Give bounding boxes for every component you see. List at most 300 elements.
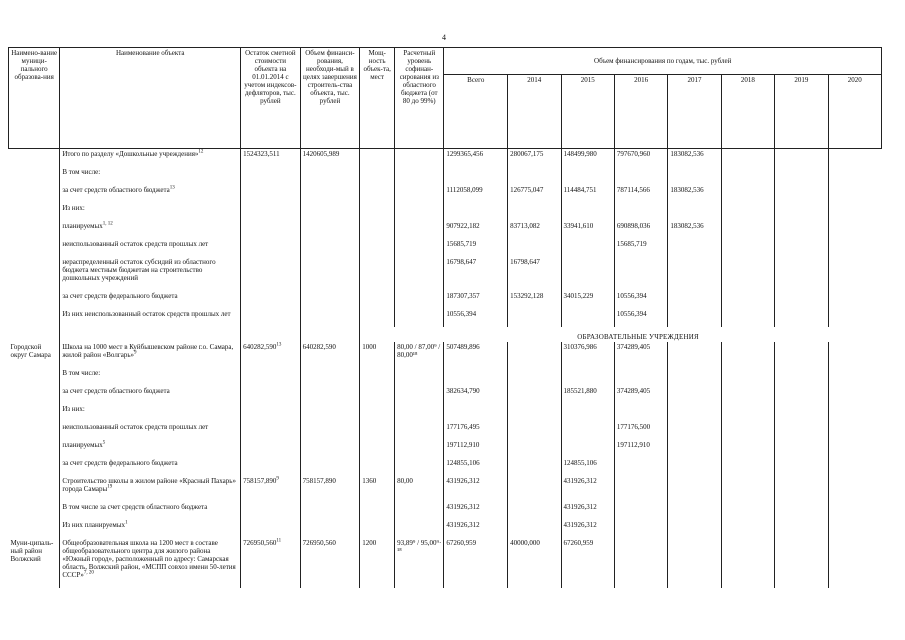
year-value-cell: 124855,106 [444, 458, 508, 468]
year-value-cell: 507489,896 [444, 342, 508, 360]
year-value-cell: 124855,106 [561, 458, 614, 468]
year-value-cell [668, 440, 721, 450]
financing-volume-cell: 726950,560 [300, 538, 360, 580]
year-value-cell [775, 386, 828, 396]
header-year-total: Всего [444, 74, 508, 148]
municipality-cell [9, 458, 60, 468]
year-value-cell [668, 203, 721, 213]
header-remaining-cost: Остаток сметной стоимости объекта на 01.01.2014 с учетом индексов-дефляторов, тыс. рублей [241, 48, 301, 149]
year-value-cell [561, 440, 614, 450]
year-value-cell: 67260,959 [561, 538, 614, 580]
year-value-cell [775, 185, 828, 195]
header-year-2015: 2015 [561, 74, 614, 148]
table-row [9, 221, 882, 231]
object-name-cell: В том числе: [60, 167, 241, 177]
table-row [9, 167, 882, 177]
financing-volume-cell [300, 203, 360, 213]
year-value-cell [508, 309, 561, 319]
year-value-cell: 382634,790 [444, 386, 508, 396]
year-value-cell: 183082,536 [668, 149, 721, 160]
capacity-cell [360, 291, 395, 301]
capacity-cell: 1200 [360, 538, 395, 580]
year-value-cell [721, 221, 774, 231]
year-value-cell [775, 239, 828, 249]
financing-volume-cell [300, 257, 360, 283]
year-value-cell: 183082,536 [668, 185, 721, 195]
year-value-cell [561, 167, 614, 177]
year-value-cell [668, 520, 721, 530]
year-value-cell [444, 368, 508, 378]
capacity-cell [360, 368, 395, 378]
remaining-cost-cell [241, 185, 301, 195]
year-value-cell [775, 520, 828, 530]
year-value-cell [561, 422, 614, 432]
year-value-cell [561, 309, 614, 319]
year-value-cell [508, 368, 561, 378]
year-value-cell [828, 309, 881, 319]
year-value-cell: 187307,357 [444, 291, 508, 301]
financing-volume-cell [300, 309, 360, 319]
year-value-cell [775, 149, 828, 160]
municipality-cell [9, 386, 60, 396]
year-value-cell [828, 538, 881, 580]
cofinancing-level-cell [395, 203, 444, 213]
year-value-cell: 907922,182 [444, 221, 508, 231]
object-name-cell: за счет средств федерального бюджета [60, 458, 241, 468]
capacity-cell [360, 239, 395, 249]
financing-volume-cell [300, 368, 360, 378]
year-value-cell [775, 422, 828, 432]
header-year-2014: 2014 [508, 74, 561, 148]
table-row [9, 386, 882, 396]
financing-volume-cell [300, 185, 360, 195]
table-row [9, 368, 882, 378]
year-value-cell [721, 368, 774, 378]
object-name-cell: В том числе: [60, 368, 241, 378]
year-value-cell [508, 239, 561, 249]
financing-volume-cell [300, 458, 360, 468]
year-value-cell [721, 422, 774, 432]
capacity-cell [360, 221, 395, 231]
capacity-cell [360, 185, 395, 195]
year-value-cell: 185521,880 [561, 386, 614, 396]
year-value-cell [668, 257, 721, 283]
object-name-cell: планируемых$^{1, 12}$ [60, 221, 241, 231]
year-value-cell [508, 203, 561, 213]
financing-volume-cell: 640282,590 [300, 342, 360, 360]
table-row [9, 440, 882, 450]
remaining-cost-cell [241, 291, 301, 301]
year-value-cell [614, 520, 667, 530]
year-value-cell: 280067,175 [508, 149, 561, 160]
object-name-cell: за счет средств федерального бюджета [60, 291, 241, 301]
year-value-cell [508, 440, 561, 450]
year-value-cell [444, 404, 508, 414]
cofinancing-level-cell [395, 368, 444, 378]
financing-volume-cell [300, 221, 360, 231]
remaining-cost-cell [241, 502, 301, 512]
remaining-cost-cell [241, 440, 301, 450]
year-value-cell: 431926,312 [444, 520, 508, 530]
year-value-cell: 787114,566 [614, 185, 667, 195]
year-value-cell [561, 203, 614, 213]
year-value-cell: 34015,229 [561, 291, 614, 301]
capacity-cell [360, 257, 395, 283]
header-municipality: Наимено-вание муници-пального образова-ния [9, 48, 60, 149]
remaining-cost-cell [241, 167, 301, 177]
year-value-cell [775, 221, 828, 231]
remaining-cost-cell [241, 203, 301, 213]
object-name-cell: Из них неиспользованный остаток средств прошлых лет [60, 309, 241, 319]
year-value-cell: 177176,495 [444, 422, 508, 432]
year-value-cell [508, 502, 561, 512]
year-value-cell: 15685,719 [614, 239, 667, 249]
year-value-cell: 310376,986 [561, 342, 614, 360]
year-value-cell: 690898,036 [614, 221, 667, 231]
year-value-cell [721, 291, 774, 301]
header-object-name: Наименование объекта [60, 48, 241, 149]
year-value-cell: 83713,082 [508, 221, 561, 231]
financing-volume-cell [300, 422, 360, 432]
year-value-cell [444, 203, 508, 213]
year-value-cell [508, 520, 561, 530]
year-value-cell [614, 404, 667, 414]
year-value-cell [828, 239, 881, 249]
municipality-cell [9, 203, 60, 213]
year-value-cell [721, 458, 774, 468]
financing-volume-cell [300, 502, 360, 512]
header-financing-volume: Объем финанси-рования, необходи-мый в целях завершения строитель-ства объекта, тыс. рублей [300, 48, 360, 149]
year-value-cell: 197112,910 [444, 440, 508, 450]
year-value-cell [828, 257, 881, 283]
year-value-cell: 197112,910 [614, 440, 667, 450]
year-value-cell: 67260,959 [444, 538, 508, 580]
year-value-cell [721, 257, 774, 283]
year-value-cell [721, 309, 774, 319]
object-name-cell: Из них планируемых$^1$ [60, 520, 241, 530]
year-value-cell [721, 538, 774, 580]
municipality-cell [9, 404, 60, 414]
year-value-cell [721, 185, 774, 195]
object-name-cell: В том числе за счет средств областного бюджета [60, 502, 241, 512]
capacity-cell [360, 458, 395, 468]
remaining-cost-cell [241, 386, 301, 396]
capacity-cell [360, 149, 395, 160]
year-value-cell [668, 309, 721, 319]
municipality-cell [9, 440, 60, 450]
year-value-cell [775, 203, 828, 213]
year-value-cell: 431926,312 [444, 476, 508, 494]
year-value-cell: 126775,047 [508, 185, 561, 195]
cofinancing-level-cell [395, 149, 444, 160]
year-value-cell [721, 386, 774, 396]
financing-volume-cell [300, 404, 360, 414]
municipality-cell [9, 167, 60, 177]
remaining-cost-cell [241, 458, 301, 468]
year-value-cell [561, 239, 614, 249]
year-value-cell [668, 368, 721, 378]
header-year-2018: 2018 [721, 74, 774, 148]
year-value-cell [721, 239, 774, 249]
object-name-cell: неиспользованный остаток средств прошлых лет [60, 422, 241, 432]
year-value-cell: 16798,647 [508, 257, 561, 283]
year-value-cell [721, 520, 774, 530]
financing-volume-cell [300, 386, 360, 396]
year-value-cell [828, 440, 881, 450]
year-value-cell [828, 386, 881, 396]
municipality-cell: Муни-ципаль-ный район Волжский [10, 539, 54, 563]
year-value-cell [828, 458, 881, 468]
year-value-cell [775, 502, 828, 512]
year-value-cell [828, 291, 881, 301]
year-value-cell [828, 221, 881, 231]
year-value-cell [721, 502, 774, 512]
cofinancing-level-cell [395, 422, 444, 432]
year-value-cell: 431926,312 [561, 502, 614, 512]
remaining-cost-cell [241, 422, 301, 432]
object-name-cell: нераспределенный остаток субсидий из областного бюджета местным бюджетам на строительство дошкольных учреждений [60, 257, 241, 283]
object-name-cell: Из них: [60, 404, 241, 414]
municipality-cell [9, 239, 60, 249]
year-value-cell [508, 342, 561, 360]
financing-volume-cell: 758157,890 [300, 476, 360, 494]
municipality-cell [9, 309, 60, 319]
year-value-cell: 10556,394 [614, 291, 667, 301]
year-value-cell [721, 440, 774, 450]
year-value-cell [828, 404, 881, 414]
year-value-cell [614, 476, 667, 494]
financing-table [8, 47, 882, 588]
cofinancing-level-cell [395, 520, 444, 530]
capacity-cell [360, 520, 395, 530]
cofinancing-level-cell [395, 167, 444, 177]
year-value-cell [721, 149, 774, 160]
year-value-cell [828, 167, 881, 177]
year-value-cell [561, 368, 614, 378]
object-name-cell: Общеобразовательная школа на 1200 мест в составе общеобразовательного центра для жилого района «Южный город», расположенный по адресу: Самарская область, Волжский район, «МСПП совхоз имени 50-летия СССР»$^{7, 20}$ [60, 538, 241, 580]
financing-volume-cell [300, 167, 360, 177]
year-value-cell [775, 342, 828, 360]
capacity-cell [360, 167, 395, 177]
header-year-2019: 2019 [775, 74, 828, 148]
year-value-cell [721, 167, 774, 177]
cofinancing-level-cell [395, 386, 444, 396]
table-row [9, 203, 882, 213]
financing-volume-cell: 1420605,989 [300, 149, 360, 160]
remaining-cost-cell [241, 257, 301, 283]
year-value-cell: 114484,751 [561, 185, 614, 195]
object-name-cell: Из них: [60, 203, 241, 213]
year-value-cell: 374289,405 [614, 386, 667, 396]
year-value-cell [614, 257, 667, 283]
remaining-cost-cell: 640282,590$^{13}$ [241, 342, 301, 360]
cofinancing-level-cell [395, 309, 444, 319]
year-value-cell [444, 167, 508, 177]
table-row [9, 404, 882, 414]
year-value-cell: 183082,536 [668, 221, 721, 231]
year-value-cell [828, 185, 881, 195]
year-value-cell [775, 257, 828, 283]
cofinancing-level-cell: 80,00 [395, 476, 444, 494]
year-value-cell [721, 342, 774, 360]
capacity-cell [360, 386, 395, 396]
year-value-cell [828, 520, 881, 530]
year-value-cell [668, 422, 721, 432]
table-row [9, 309, 882, 319]
year-value-cell [668, 239, 721, 249]
remaining-cost-cell [241, 239, 301, 249]
year-value-cell [614, 502, 667, 512]
year-value-cell: 374289,405 [614, 342, 667, 360]
year-value-cell: 1112058,099 [444, 185, 508, 195]
year-value-cell [775, 538, 828, 580]
header-year-2017: 2017 [668, 74, 721, 148]
cofinancing-level-cell: 80,00 / 87,00⁹ / 80,00¹⁸ [395, 342, 444, 360]
remaining-cost-cell: 1524323,511 [241, 149, 301, 160]
object-name-cell: Строительство школы в жилом районе «Красный Пахарь» города Самары$^{19}$ [60, 476, 241, 494]
cofinancing-level-cell [395, 440, 444, 450]
header-year-2020: 2020 [828, 74, 881, 148]
cofinancing-level-cell [395, 291, 444, 301]
remaining-cost-cell [241, 309, 301, 319]
year-value-cell [668, 167, 721, 177]
year-value-cell: 33941,610 [561, 221, 614, 231]
year-value-cell: 10556,394 [444, 309, 508, 319]
year-value-cell [828, 149, 881, 160]
remaining-cost-cell [241, 404, 301, 414]
section-title: ОБРАЗОВАТЕЛЬНЫЕ УЧРЕЖДЕНИЯ [577, 333, 699, 341]
cofinancing-level-cell [395, 221, 444, 231]
header-financing-by-year: Объем финансирования по годам, тыс. рублей [444, 48, 882, 75]
year-value-cell [721, 203, 774, 213]
table-row [9, 291, 882, 301]
remaining-cost-cell [241, 520, 301, 530]
year-value-cell: 15685,719 [444, 239, 508, 249]
capacity-cell [360, 309, 395, 319]
municipality-cell [9, 368, 60, 378]
municipality-cell [9, 221, 60, 231]
year-value-cell: 1299365,456 [444, 149, 508, 160]
year-value-cell [828, 203, 881, 213]
year-value-cell [828, 422, 881, 432]
object-name-cell: Итого по разделу «Дошкольные учреждения»$^{12}$ [60, 149, 241, 160]
table-row [9, 476, 882, 494]
capacity-cell: 1000 [360, 342, 395, 360]
year-value-cell [508, 404, 561, 414]
year-value-cell [828, 502, 881, 512]
capacity-cell [360, 422, 395, 432]
object-name-cell: планируемых$^5$ [60, 440, 241, 450]
year-value-cell: 148499,980 [561, 149, 614, 160]
table-row [9, 538, 882, 580]
financing-volume-cell [300, 520, 360, 530]
year-value-cell [614, 538, 667, 580]
table-row [9, 458, 882, 468]
capacity-cell [360, 404, 395, 414]
table-row [9, 257, 882, 283]
year-value-cell [508, 422, 561, 432]
financing-volume-cell [300, 291, 360, 301]
table-row [9, 502, 882, 512]
year-value-cell [614, 368, 667, 378]
municipality-cell [9, 257, 60, 283]
header-year-2016: 2016 [614, 74, 667, 148]
capacity-cell [360, 440, 395, 450]
capacity-cell [360, 502, 395, 512]
financing-volume-cell [300, 440, 360, 450]
year-value-cell [668, 404, 721, 414]
year-value-cell [668, 458, 721, 468]
table-row [9, 520, 882, 530]
year-value-cell [775, 309, 828, 319]
remaining-cost-cell: 726950,560$^{11}$ [241, 538, 301, 580]
cofinancing-level-cell [395, 458, 444, 468]
year-value-cell [775, 476, 828, 494]
remaining-cost-cell [241, 368, 301, 378]
year-value-cell [775, 458, 828, 468]
year-value-cell: 10556,394 [614, 309, 667, 319]
year-value-cell [668, 342, 721, 360]
year-value-cell [668, 538, 721, 580]
year-value-cell: 16798,647 [444, 257, 508, 283]
year-value-cell [508, 167, 561, 177]
municipality-cell: Городской округ Самара [10, 343, 51, 359]
year-value-cell [775, 291, 828, 301]
year-value-cell [828, 476, 881, 494]
year-value-cell: 431926,312 [444, 502, 508, 512]
municipality-cell [9, 520, 60, 530]
year-value-cell: 40000,000 [508, 538, 561, 580]
page-number: 4 [442, 33, 446, 42]
remaining-cost-cell: 758157,890$^9$ [241, 476, 301, 494]
year-value-cell [508, 476, 561, 494]
remaining-cost-cell [241, 221, 301, 231]
year-value-cell [668, 291, 721, 301]
year-value-cell [561, 404, 614, 414]
year-value-cell: 177176,500 [614, 422, 667, 432]
year-value-cell [775, 368, 828, 378]
header-capacity: Мощ-ность объек-та, мест [360, 48, 395, 149]
cofinancing-level-cell [395, 257, 444, 283]
year-value-cell [775, 167, 828, 177]
object-name-cell: неиспользованный остаток средств прошлых лет [60, 239, 241, 249]
year-value-cell [614, 458, 667, 468]
year-value-cell [668, 476, 721, 494]
year-value-cell [614, 203, 667, 213]
year-value-cell: 153292,128 [508, 291, 561, 301]
municipality-cell [9, 476, 60, 494]
table-row [9, 422, 882, 432]
year-value-cell [775, 404, 828, 414]
table-row [9, 185, 882, 195]
cofinancing-level-cell [395, 239, 444, 249]
year-value-cell: 431926,312 [561, 476, 614, 494]
year-value-cell [508, 386, 561, 396]
object-name-cell: за счет средств областного бюджета$^{13}$ [60, 185, 241, 195]
municipality-cell [9, 422, 60, 432]
cofinancing-level-cell [395, 404, 444, 414]
object-name-cell: за счет средств областного бюджета [60, 386, 241, 396]
table-row [9, 239, 882, 249]
cofinancing-level-cell [395, 185, 444, 195]
financing-volume-cell [300, 239, 360, 249]
cofinancing-level-cell [395, 502, 444, 512]
year-value-cell [561, 257, 614, 283]
year-value-cell [828, 368, 881, 378]
year-value-cell: 797670,960 [614, 149, 667, 160]
municipality-cell [9, 291, 60, 301]
municipality-cell [9, 185, 60, 195]
